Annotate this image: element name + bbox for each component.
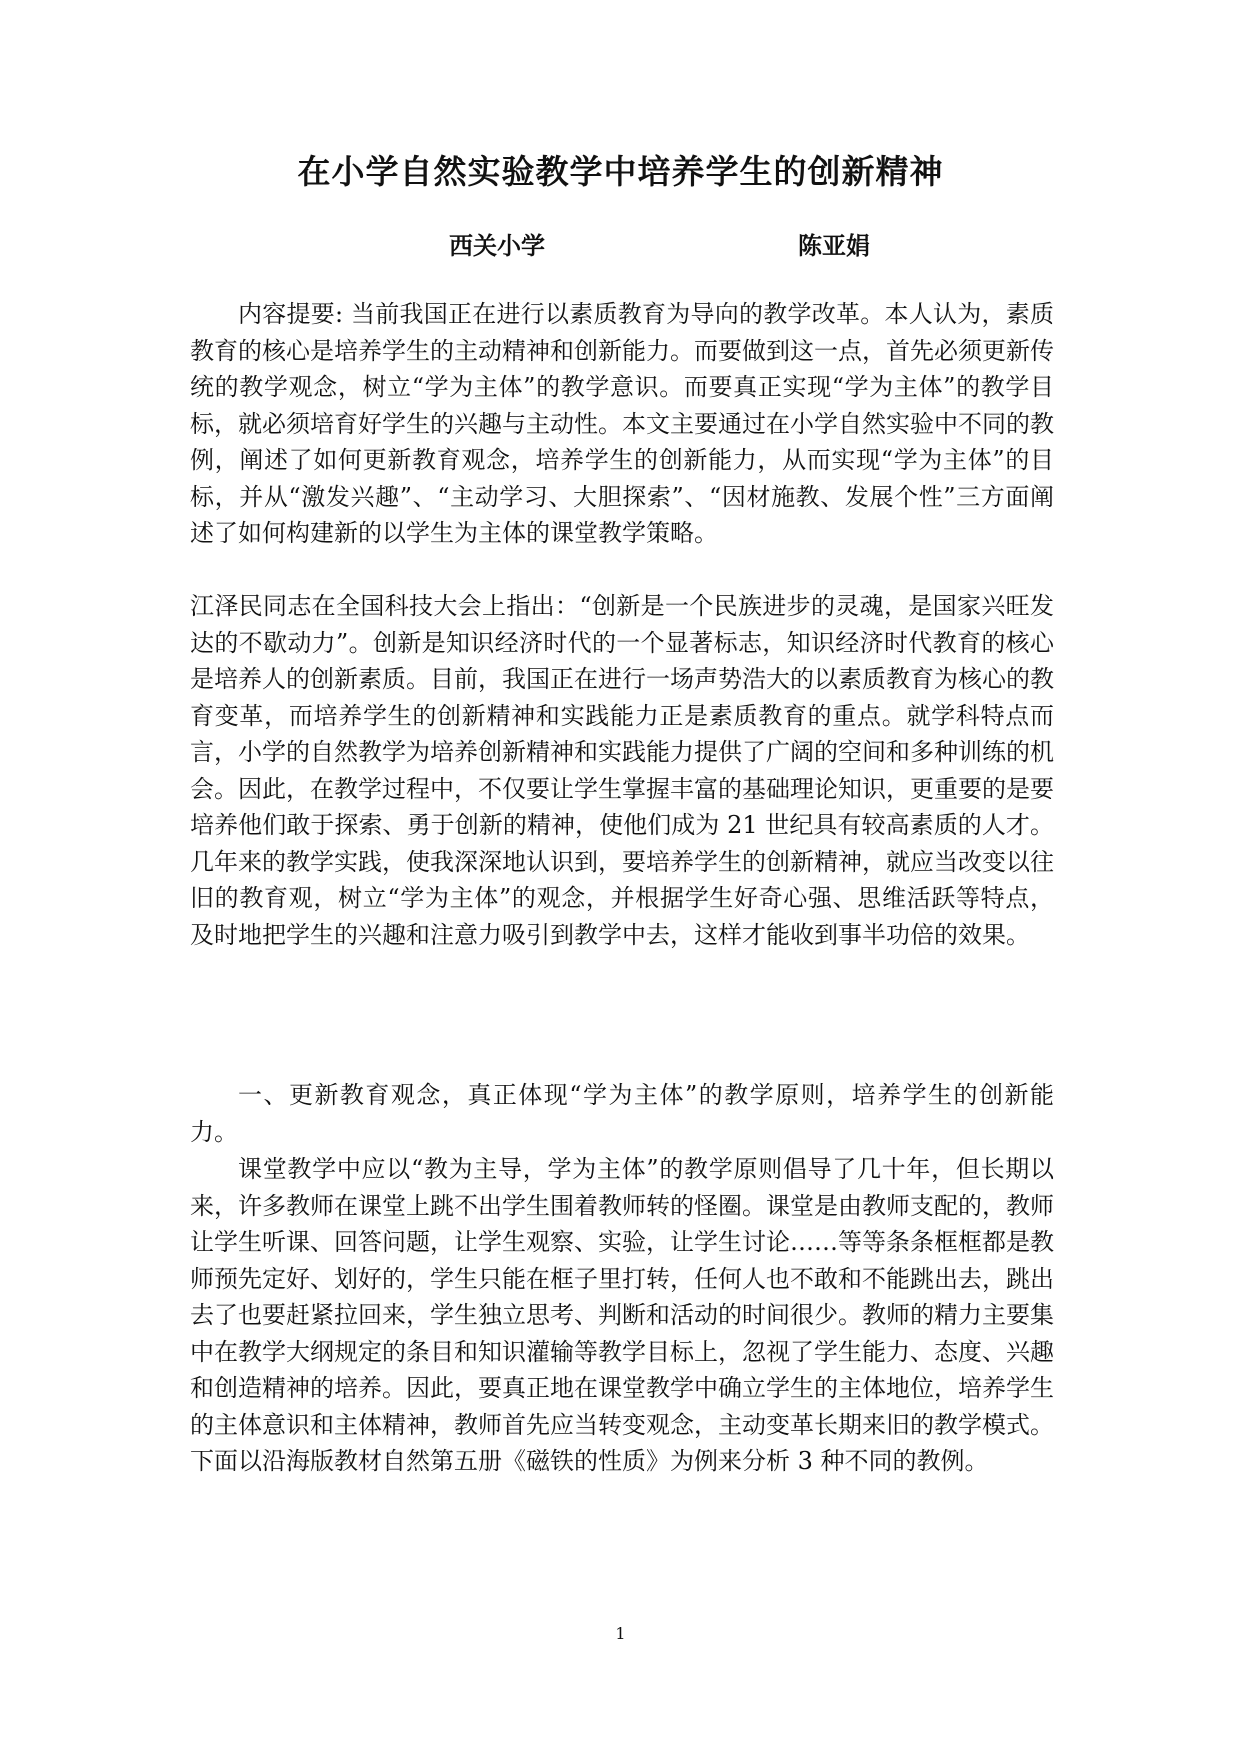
school-name: 西关小学 <box>449 232 545 260</box>
section-heading: 一、更新教育观念，真正体现“学为主体”的教学原则，培养学生的创新能力。 <box>190 1081 1054 1146</box>
intro-paragraph: 江泽民同志在全国科技大会上指出：“创新是一个民族进步的灵魂，是国家兴旺发达的不歇动力”。创新是知识经济时代的一个显著标志，知识经济时代教育的核心是培养人的创新素质。目前，我国正在进行一场声势浩大的以素质教育为核心的教育变革，而培养学生的创新精神和实践能力正是素质教育的重点。就学科特点而言，小学的自然教学为培养创新精神和实践能力提供了广阔的空间和多种训练的机会。因此，在教学过程中，不仅要让学生掌握丰富的基础理论知识，更重要的是要培养他们敢于探索、勇于创新的精神，使他们成为 21 世纪具有较高素质的人才。几年来的教学实践，使我深深地认识到，要培养学生的创新精神，就应当改变以往旧的教育观，树立“学为主体”的观念，并根据学生好奇心强、思维活跃等特点，及时地把学生的兴趣和注意力吸引到教学中去，这样才能收到事半功倍的效果。 <box>190 592 1054 949</box>
author-name: 陈亚娟 <box>798 232 870 260</box>
abstract-paragraph: 内容提要: 当前我国正在进行以素质教育为导向的教学改革。本人认为，素质教育的核心是培养学生的主动精神和创新能力。而要做到这一点，首先必须更新传统的教学观念，树立“学为主体”的教学意识。而要真正实现“学为主体”的教学目标，就必须培育好学生的兴趣与主动性。本文主要通过在小学自然实验中不同的教例，阐述了如何更新教育观念，培养学生的创新能力，从而实现“学为主体”的目标，并从“激发兴趣”、“主动学习、大胆探索”、“因材施教、发展个性”三方面阐述了如何构建新的以学生为主体的课堂教学策略。 <box>190 300 1054 547</box>
document-title: 在小学自然实验教学中培养学生的创新精神 <box>297 152 944 191</box>
section-paragraph: 课堂教学中应以“教为主导，学为主体”的教学原则倡导了几十年，但长期以来，许多教师在课堂上跳不出学生围着教师转的怪圈。课堂是由教师支配的，教师让学生听课、回答问题，让学生观察、实验，让学生讨论……等等条条框框都是教师预先定好、划好的，学生只能在框子里打转，任何人也不敢和不能跳出去，跳出去了也要赶紧拉回来，学生独立思考、判断和活动的时间很少。教师的精力主要集中在教学大纲规定的条目和知识灌输等教学目标上，忽视了学生能力、态度、兴趣和创造精神的培养。因此，要真正地在课堂教学中确立学生的主体地位，培养学生的主体意识和主体精神，教师首先应当转变观念，主动变革长期来旧的教学模式。下面以沿海版教材自然第五册《磁铁的性质》为例来分析 3 种不同的教例。 <box>190 1155 1054 1475</box>
page-number: 1 <box>615 1624 626 1643</box>
